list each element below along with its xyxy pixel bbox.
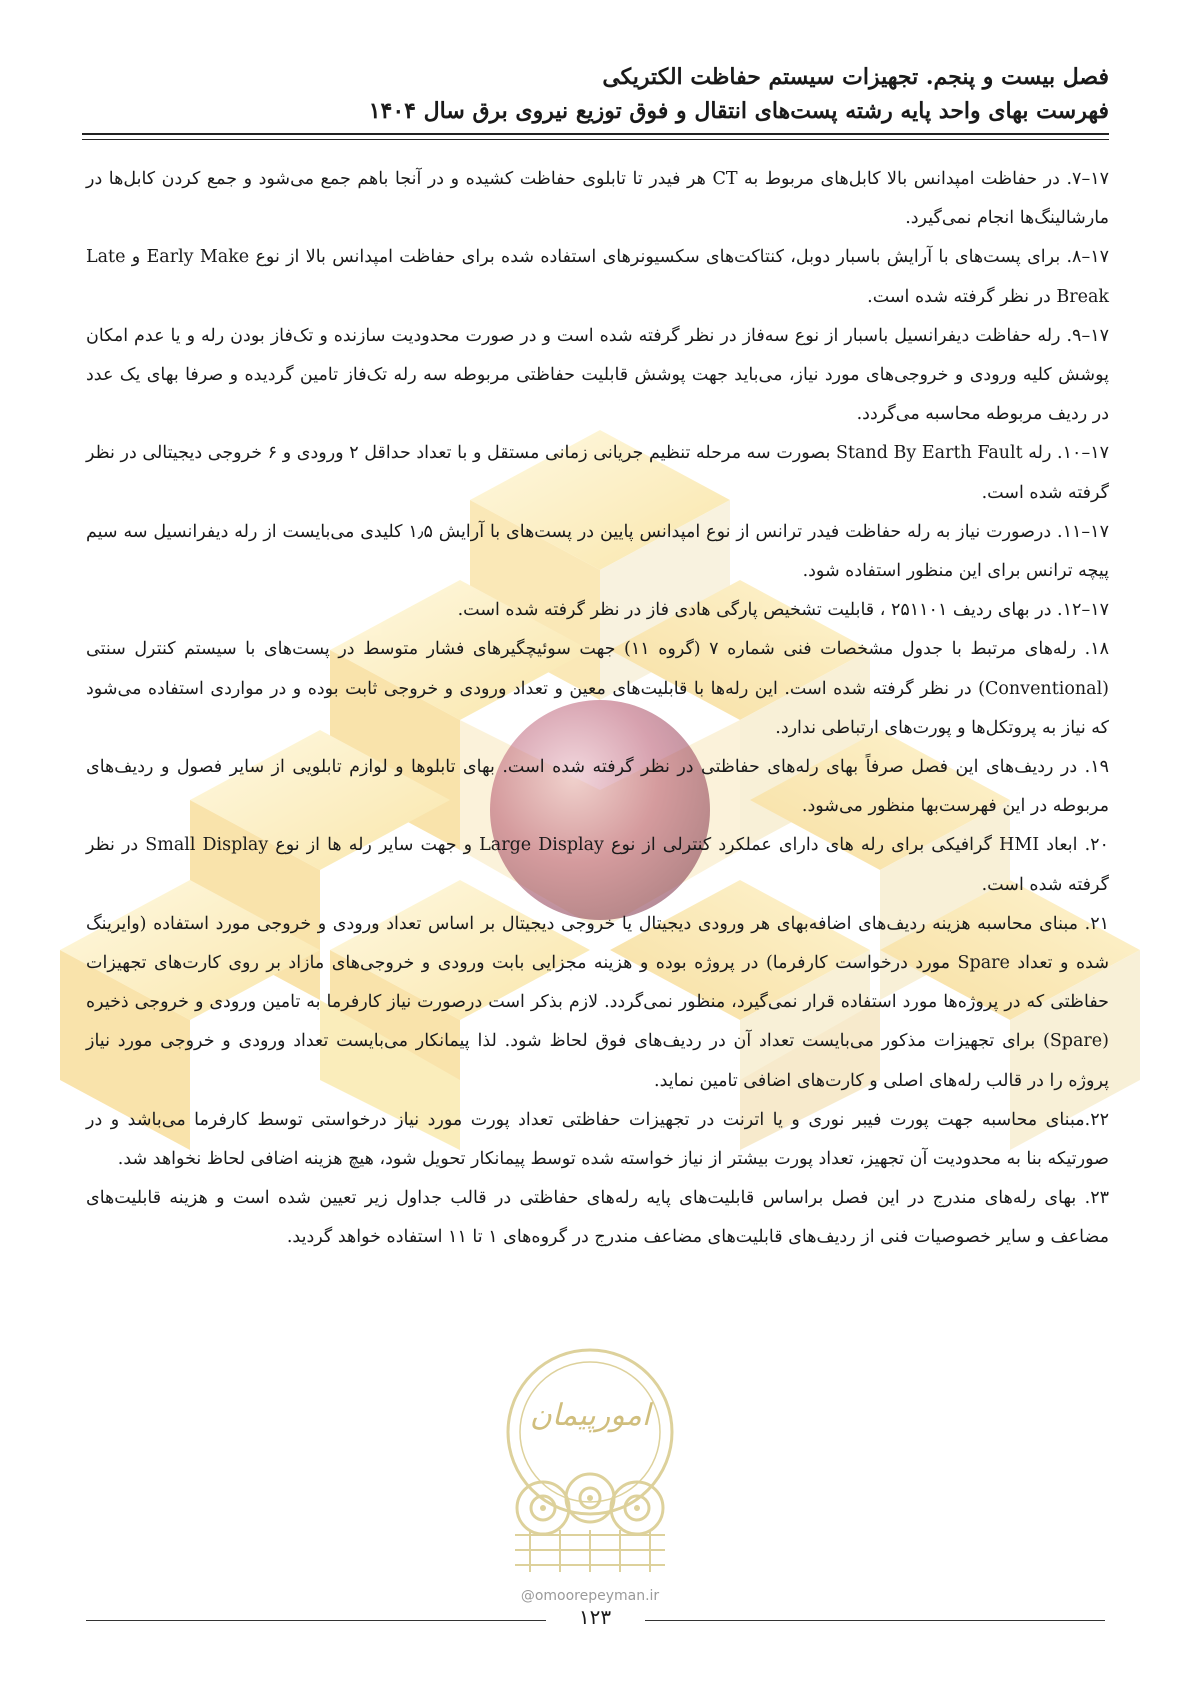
- paragraph-19: ۱۹. در ردیف‌های این فصل صرفاً بهای رله‌های حفاظتی در نظر گرفته شده است. بهای تابلوها و لوازم تابلویی از سایر فصول و ردیف‌های مربوطه در این فهرست‌بها منظور می‌شود.: [86, 757, 1109, 817]
- page-header: [82, 60, 1109, 128]
- header-rule-thick: [82, 133, 1109, 135]
- logo-emblem-icon: [485, 1340, 695, 1580]
- watermark-site-url: @omoorepeyman.ir: [520, 1588, 660, 1604]
- document-subtitle: فهرست بهای واحد پایه رشته پست‌های انتقال و فوق توزیع نیروی برق سال ۱۴۰۴: [368, 98, 1109, 124]
- paragraph-20: ۲۰. ابعاد HMI گرافیکی برای رله های دارای عملکرد کنترلی از نوع Large Display و جهت سایر رله ها از نوع Small Display در نظر گرفته شده است.: [86, 835, 1109, 895]
- paragraph-23: ۲۳. بهای رله‌های مندرج در این فصل براساس قابلیت‌های پایه رله‌های حفاظتی در قالب جداول زیر تعیین شده است و هزینه قابلیت‌های مضاعف و سایر خصوصیات فنی از ردیف‌های قابلیت‌های مضاعف مندرج در گروه‌های ۱ تا ۱۱ استفاده خواهد گردید.: [86, 1188, 1109, 1248]
- paragraph-17-7: ۱۷–۷. در حفاظت امپدانس بالا کابل‌های مربوط به CT هر فیدر تا تابلوی حفاظت کشیده و در آنجا باهم جمع می‌شود و جمع کردن کابل‌ها در مارشالینگ‌ها انجام نمی‌گیرد.: [86, 169, 1109, 229]
- paragraph-22: ۲۲.مبنای محاسبه جهت پورت فیبر نوری و یا اترنت در تجهیزات حفاظتی تعداد پورت مورد نیاز درخواستی توسط کارفرما می‌باشد و در صورتیکه بنا به محدودیت آن تجهیز، تعداد پورت بیشتر از نیاز خواسته شده توسط پیمانکار تحویل شود، هیچ هزینه اضافی لحاظ نخواهد شد.: [86, 1109, 1109, 1170]
- page-number: ۱۲۳: [578, 1605, 612, 1629]
- paragraph-17-11: ۱۷–۱۱. درصورت نیاز به رله حفاظت فیدر ترانس از نوع امپدانس پایین در پست‌های با آرایش ۱٫۵ کلیدی می‌بایست از رله دیفرانسیل سه سیم پیچه ترانس برای این منظور استفاده شود.: [86, 521, 1109, 582]
- logo-script-text: امورپیمان: [529, 1398, 651, 1433]
- paragraph-17-8: ۱۷–۸. برای پست‌های با آرایش باسبار دوبل، کنتاکت‌های سکسیونرهای استفاده شده برای حفاظت امپدانس بالا از نوع Early Make و Late Break در نظر گرفته شده است.: [86, 247, 1110, 307]
- chapter-title: فصل بیست و پنجم. تجهیزات سیستم حفاظت الکتریکی: [602, 64, 1109, 90]
- footer-rule-left: [86, 1620, 546, 1621]
- paragraph-18: ۱۸. رله‌های مرتبط با جدول مشخصات فنی شماره ۷ (گروه ۱۱) جهت سوئیچگیرهای فشار متوسط در پست‌های با سیستم کنترل سنتی (Conventional) در نظر گرفته شده است. این رله‌ها با قابلیت‌های معین و تعداد ورودی و خروجی ثابت بوده و در مواردی استفاده می‌شود که نیاز به پروتکل‌ها و پورت‌های ارتباطی ندارد.: [86, 639, 1109, 738]
- footer-rule-right: [645, 1620, 1105, 1621]
- paragraph-17-9: ۱۷–۹. رله حفاظت دیفرانسیل باسبار از نوع سه‌فاز در نظر گرفته شده است و در صورت محدودیت سازنده و تک‌فاز بودن رله و یا عدم امکان پوشش کلیه ورودی و خروجی‌های مورد نیاز، می‌باید جهت پوشش قابلیت حفاظتی مربوطه سه رله تک‌فاز تامین گردیده و صرفا بهای یک عدد در ردیف مربوطه محاسبه می‌گردد.: [86, 325, 1109, 425]
- paragraph-17-10: ۱۷–۱۰. رله Stand By Earth Fault بصورت سه مرحله تنظیم جریانی زمانی مستقل و با تعداد حداقل ۲ ورودی و ۶ خروجی دیجیتالی در نظر گرفته شده است.: [86, 443, 1109, 503]
- paragraph-17-12: ۱۷–۱۲. در بهای ردیف ۲۵۱۱۰۱ ، قابلیت تشخیص پارگی هادی فاز در نظر گرفته شده است.: [457, 600, 1109, 621]
- header-rule-thin: [82, 139, 1109, 140]
- page-body: [86, 160, 1109, 1258]
- paragraph-21: ۲۱. مبنای محاسبه هزینه ردیف‌های اضافه‌بهای هر ورودی دیجیتال یا خروجی دیجیتال بر اساس تعداد ورودی و خروجی مورد استفاده (وایرینگ شده و تعداد Spare مورد درخواست کارفرما) در پروژه بوده و هزینه مجزایی بابت ورودی و خروجی‌های مازاد بر روی کارت‌های تجهیزات حفاظتی که در پروژه‌ها مورد استفاده قرار نمی‌گیرد، منظور نمی‌گردد. لازم بذکر است درصورت نیاز کارفرما به تامین ورودی و خروجی ذخیره (Spare) برای تجهیزات مذکور می‌بایست تعداد آن در ردیف‌های فوق لحاظ شود. لذا پیمانکار می‌بایست تعداد ورودی و خروجی مورد نیاز پروژه را در قالب رله‌های اصلی و کارت‌های اضافی تامین نماید.: [86, 913, 1109, 1091]
- omoorepeyman-logo: [485, 1340, 695, 1580]
